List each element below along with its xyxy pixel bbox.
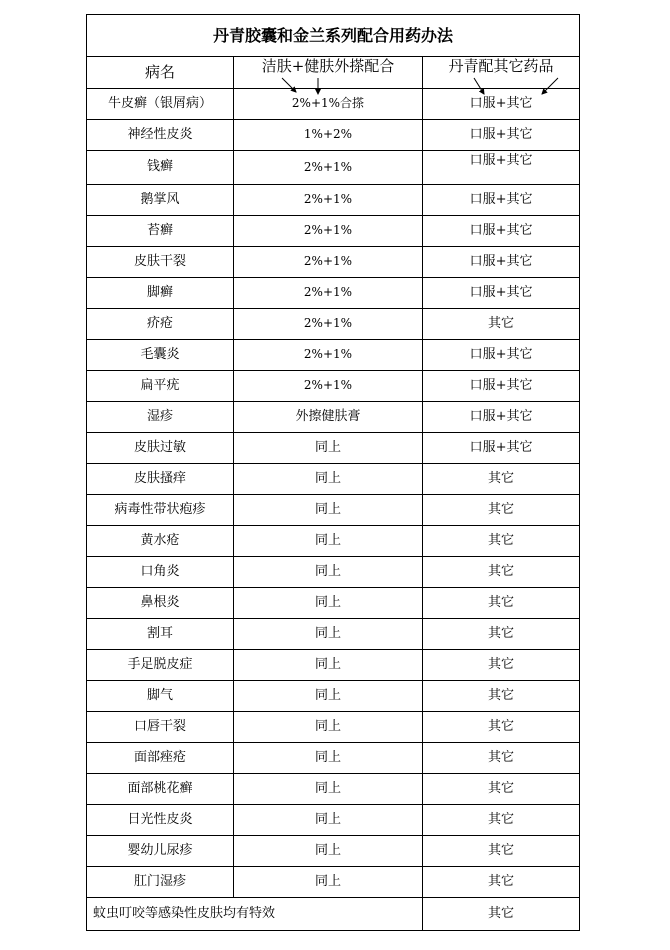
external-use-cell: 同上 xyxy=(234,774,423,805)
table-row xyxy=(87,619,580,650)
other-medicine-cell: 其它 xyxy=(423,464,580,495)
external-use-cell: 同上 xyxy=(234,619,423,650)
external-use-cell: 2%+1% xyxy=(234,151,423,185)
table-row xyxy=(87,89,580,120)
external-use-cell: 2%+1% xyxy=(234,340,423,371)
other-medicine-cell: 口服+其它 xyxy=(423,151,580,185)
other-medicine-cell: 口服+其它 xyxy=(423,371,580,402)
footer-value: 其它 xyxy=(423,898,580,931)
disease-cell: 疥疮 xyxy=(87,309,234,340)
disease-cell: 鼻根炎 xyxy=(87,588,234,619)
disease-cell: 黄水疮 xyxy=(87,526,234,557)
external-use-cell: 同上 xyxy=(234,681,423,712)
table-row xyxy=(87,216,580,247)
disease-cell: 肛门湿疹 xyxy=(87,867,234,898)
external-use-cell: 2%+1% xyxy=(234,216,423,247)
disease-cell: 脚癣 xyxy=(87,278,234,309)
table-row xyxy=(87,743,580,774)
other-medicine-cell: 口服+其它 xyxy=(423,216,580,247)
medication-table xyxy=(86,14,580,931)
external-use-cell: 2%+1% xyxy=(234,185,423,216)
other-medicine-cell: 口服+其它 xyxy=(423,402,580,433)
disease-cell: 鹅掌风 xyxy=(87,185,234,216)
other-medicine-cell: 其它 xyxy=(423,557,580,588)
table-row xyxy=(87,495,580,526)
external-use-cell: 同上 xyxy=(234,557,423,588)
external-use-cell: 同上 xyxy=(234,495,423,526)
external-use-cell: 2%+1% xyxy=(234,371,423,402)
disease-cell: 口角炎 xyxy=(87,557,234,588)
other-medicine-cell: 其它 xyxy=(423,712,580,743)
other-medicine-cell: 口服+其它 xyxy=(423,340,580,371)
external-use-cell: 同上 xyxy=(234,526,423,557)
other-medicine-cell: 口服+其它 xyxy=(423,278,580,309)
other-medicine-cell: 口服+其它 xyxy=(423,247,580,278)
table-row xyxy=(87,712,580,743)
table-row xyxy=(87,433,580,464)
disease-cell: 扁平疣 xyxy=(87,371,234,402)
external-use-cell: 1%+2% xyxy=(234,120,423,151)
external-use-cell: 外擦健肤膏 xyxy=(234,402,423,433)
footer-note: 蚊虫叮咬等感染性皮肤均有特效 xyxy=(87,898,423,931)
disease-cell: 病毒性带状疱疹 xyxy=(87,495,234,526)
external-use-cell: 同上 xyxy=(234,650,423,681)
disease-cell: 脚气 xyxy=(87,681,234,712)
other-medicine-cell: 其它 xyxy=(423,495,580,526)
table-row xyxy=(87,557,580,588)
disease-cell: 皮肤过敏 xyxy=(87,433,234,464)
external-use-cell: 2%+1%合搽 xyxy=(234,89,423,120)
table-row xyxy=(87,464,580,495)
header-disease: 病名 xyxy=(87,57,234,89)
table-row xyxy=(87,151,580,185)
header-row xyxy=(87,57,580,89)
external-use-cell: 同上 xyxy=(234,743,423,774)
disease-cell: 皮肤干裂 xyxy=(87,247,234,278)
other-medicine-cell: 其它 xyxy=(423,774,580,805)
disease-cell: 口唇干裂 xyxy=(87,712,234,743)
other-medicine-cell: 其它 xyxy=(423,867,580,898)
footer-row xyxy=(87,898,580,931)
table-row xyxy=(87,650,580,681)
other-medicine-cell: 口服+其它 xyxy=(423,120,580,151)
table-row xyxy=(87,278,580,309)
other-medicine-cell: 口服+其它 xyxy=(423,185,580,216)
external-use-cell: 同上 xyxy=(234,805,423,836)
external-use-cell: 同上 xyxy=(234,867,423,898)
other-medicine-cell: 其它 xyxy=(423,650,580,681)
disease-cell: 面部桃花癣 xyxy=(87,774,234,805)
other-medicine-cell: 其它 xyxy=(423,526,580,557)
disease-cell: 日光性皮炎 xyxy=(87,805,234,836)
external-use-cell: 同上 xyxy=(234,464,423,495)
other-medicine-cell: 口服+其它 xyxy=(423,89,580,120)
disease-cell: 婴幼儿尿疹 xyxy=(87,836,234,867)
disease-cell: 面部痤疮 xyxy=(87,743,234,774)
disease-cell: 湿疹 xyxy=(87,402,234,433)
disease-cell: 毛囊炎 xyxy=(87,340,234,371)
table-row xyxy=(87,402,580,433)
other-medicine-cell: 其它 xyxy=(423,681,580,712)
external-use-cell: 同上 xyxy=(234,433,423,464)
external-use-cell: 2%+1% xyxy=(234,247,423,278)
table-title: 丹青胶囊和金兰系列配合用药办法 xyxy=(87,15,580,57)
title-row xyxy=(87,15,580,57)
disease-cell: 牛皮癣（银屑病） xyxy=(87,89,234,120)
other-medicine-cell: 其它 xyxy=(423,619,580,650)
other-medicine-cell: 其它 xyxy=(423,805,580,836)
external-use-cell: 同上 xyxy=(234,712,423,743)
header-external-use: 洁肤+健肤外搽配合 xyxy=(234,57,423,89)
disease-cell: 皮肤搔痒 xyxy=(87,464,234,495)
disease-cell: 神经性皮炎 xyxy=(87,120,234,151)
table-row xyxy=(87,805,580,836)
table-row xyxy=(87,185,580,216)
table-row xyxy=(87,120,580,151)
other-medicine-cell: 其它 xyxy=(423,588,580,619)
table-row xyxy=(87,247,580,278)
table-row xyxy=(87,836,580,867)
table-row xyxy=(87,681,580,712)
disease-cell: 钱癣 xyxy=(87,151,234,185)
external-use-cell: 同上 xyxy=(234,836,423,867)
table-row xyxy=(87,774,580,805)
table-row xyxy=(87,526,580,557)
other-medicine-cell: 其它 xyxy=(423,309,580,340)
external-use-cell: 同上 xyxy=(234,588,423,619)
disease-cell: 割耳 xyxy=(87,619,234,650)
table-row xyxy=(87,371,580,402)
disease-cell: 苔癣 xyxy=(87,216,234,247)
other-medicine-cell: 其它 xyxy=(423,743,580,774)
external-use-cell: 2%+1% xyxy=(234,309,423,340)
table-row xyxy=(87,309,580,340)
disease-cell: 手足脱皮症 xyxy=(87,650,234,681)
header-other-medicine: 丹青配其它药品 xyxy=(423,57,580,89)
table-row xyxy=(87,340,580,371)
external-use-cell: 2%+1% xyxy=(234,278,423,309)
table-row xyxy=(87,867,580,898)
other-medicine-cell: 口服+其它 xyxy=(423,433,580,464)
other-medicine-cell: 其它 xyxy=(423,836,580,867)
table-row xyxy=(87,588,580,619)
